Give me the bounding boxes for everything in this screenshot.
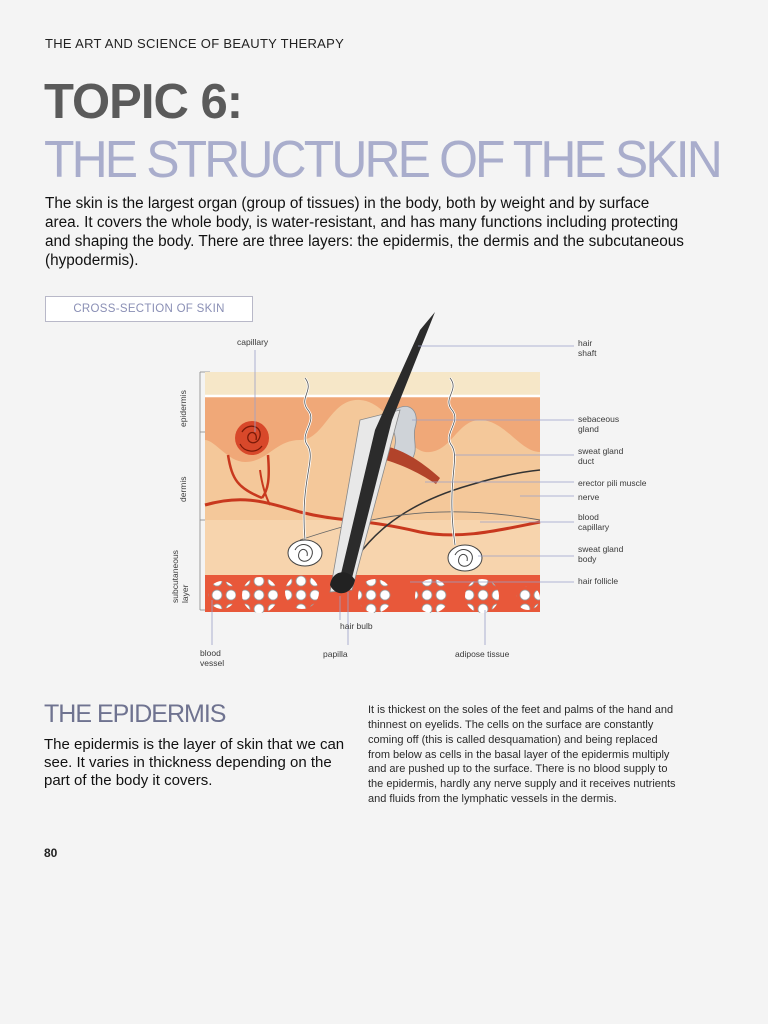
intro-paragraph: The skin is the largest organ (group of tissues) in the body, both by weight and by surface area. It covers the whole body, is water-resistant, and has many functions including protecting and shaping the body. There are three layers: the epidermis, the dermis and the subcutaneous (hypodermis). [45,195,684,270]
label-blood-vessel: blood vessel [200,648,225,668]
label-capillary: capillary [237,337,269,347]
label-sebaceous-gland: sebaceous gland [578,414,620,434]
epidermis-lead-paragraph: The epidermis is the layer of skin that we can see. It varies in thickness depending on the part of the body it covers. [44,736,345,789]
epidermis-heading: THE EPIDERMIS [44,700,226,728]
label-blood-capillary: blood capillary [578,512,610,532]
label-epidermis: epidermis [178,390,188,427]
page-title: THE STRUCTURE OF THE SKIN [44,131,720,189]
dermis-lower-band [205,520,540,575]
sweat-gland-body-right [448,545,482,571]
label-hair-bulb: hair bulb [340,621,373,631]
label-erector-pili-muscle: erector pili muscle [578,478,647,488]
epidermis-body-paragraph: It is thickest on the soles of the feet and palms of the hand and thinnest on eyelids. The cells on the surface are constantly coming off (this is called desquamation) and being replaced from below as cells in the basal layer of the epidermis multiply and are pushed up to the surface. There is no blood supply to the epidermis, hardly any nerve supply and it receives nutrients and fluids from the lymphatic vessels in the dermis. [368,704,676,806]
label-hair-follicle: hair follicle [578,576,619,586]
label-hair-shaft: hair shaft [578,338,597,358]
label-adipose-tissue: adipose tissue [455,649,510,659]
sweat-gland-body-left [288,540,322,566]
page-number: 80 [44,846,58,860]
topic-number: TOPIC 6: [44,75,243,129]
label-papilla: papilla [323,649,348,659]
label-subcutaneous-layer: subcutaneous layer [170,550,190,603]
label-sweat-gland-duct: sweat gland duct [578,446,624,466]
running-head: THE ART AND SCIENCE OF BEAUTY THERAPY [45,36,345,51]
label-dermis: dermis [178,476,188,502]
label-sweat-gland-body: sweat gland body [578,544,624,564]
capillary-loop [235,421,269,455]
label-nerve: nerve [578,492,600,502]
skin-cross-section-diagram [0,300,768,680]
figure-caption: CROSS-SECTION OF SKIN [73,303,225,315]
